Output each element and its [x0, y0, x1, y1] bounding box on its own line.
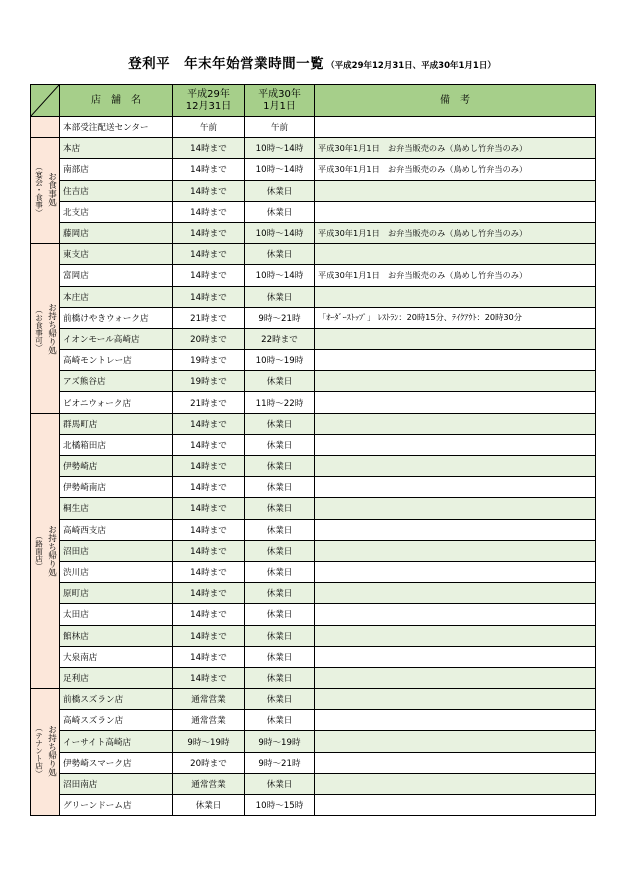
store-name: 高崎モントレー店 [60, 350, 173, 371]
note [315, 519, 596, 540]
note [315, 731, 596, 752]
store-name: 桐生店 [60, 498, 173, 519]
hours-dec31: 通常営業 [173, 710, 245, 731]
category-label-wrap [34, 303, 57, 355]
header-dec31-year: 平成29年 [187, 88, 230, 100]
note [315, 625, 596, 646]
hours-dec31: 14時まで [173, 244, 245, 265]
hours-dec31: 14時まで [173, 561, 245, 582]
hours-jan1: 休業日 [245, 561, 315, 582]
table-row [31, 328, 596, 349]
table-row [31, 413, 596, 434]
store-name: 大泉南店 [60, 646, 173, 667]
hours-dec31: 14時まで [173, 159, 245, 180]
hours-jan1: 休業日 [245, 201, 315, 222]
header-store: 店 舗 名 [60, 85, 173, 117]
store-name: 東支店 [60, 244, 173, 265]
table-row [31, 540, 596, 561]
header-row [31, 85, 596, 117]
hours-dec31: 14時まで [173, 138, 245, 159]
hours-dec31: 14時まで [173, 519, 245, 540]
table-row [31, 180, 596, 201]
note: 平成30年1月1日 お弁当販売のみ（鳥めし竹弁当のみ） [315, 138, 596, 159]
note [315, 646, 596, 667]
hours-jan1: 休業日 [245, 646, 315, 667]
store-name: 高崎スズラン店 [60, 710, 173, 731]
hours-jan1: 休業日 [245, 540, 315, 561]
hours-dec31: 14時まで [173, 456, 245, 477]
store-name: 高崎西支店 [60, 519, 173, 540]
hours-jan1: 22時まで [245, 328, 315, 349]
table-row [31, 392, 596, 413]
note [315, 413, 596, 434]
diagonal-line-icon [31, 85, 59, 116]
header-dec31-date: 12月31日 [185, 100, 232, 112]
store-name: 群馬町店 [60, 413, 173, 434]
note [315, 201, 596, 222]
hours-dec31: 19時まで [173, 371, 245, 392]
note [315, 434, 596, 455]
store-name: グリーンドーム店 [60, 795, 173, 816]
store-name: アズ熊谷店 [60, 371, 173, 392]
hours-jan1: 9時～19時 [245, 731, 315, 752]
hours-jan1: 10時～14時 [245, 265, 315, 286]
hours-jan1: 休業日 [245, 498, 315, 519]
hours-jan1: 休業日 [245, 773, 315, 794]
table-row [31, 773, 596, 794]
store-name: ビオニウォーク店 [60, 392, 173, 413]
note: 平成30年1月1日 お弁当販売のみ（鳥めし竹弁当のみ） [315, 159, 596, 180]
hours-jan1: 10時～14時 [245, 159, 315, 180]
header-jan1-year: 平成30年 [258, 88, 301, 100]
store-name: 住吉店 [60, 180, 173, 201]
table-row [31, 583, 596, 604]
hours-jan1: 休業日 [245, 244, 315, 265]
hours-jan1: 10時～19時 [245, 350, 315, 371]
store-name: 伊勢崎スマーク店 [60, 752, 173, 773]
note [315, 752, 596, 773]
hours-dec31: 休業日 [173, 795, 245, 816]
category-blank [31, 117, 60, 138]
hours-jan1: 休業日 [245, 519, 315, 540]
hours-jan1: 休業日 [245, 371, 315, 392]
table-row [31, 498, 596, 519]
hours-jan1: 休業日 [245, 456, 315, 477]
note [315, 456, 596, 477]
store-name: イオンモール高崎店 [60, 328, 173, 349]
hours-dec31: 14時まで [173, 286, 245, 307]
hours-dec31: 21時まで [173, 392, 245, 413]
table-row-hq [31, 117, 596, 138]
title-date-range: （平成29年12月31日、平成30年1月1日） [326, 61, 496, 71]
table-row [31, 795, 596, 816]
note [315, 371, 596, 392]
table-row [31, 561, 596, 582]
hours-jan1: 10時～14時 [245, 222, 315, 243]
store-name: 南部店 [60, 159, 173, 180]
hours-dec31: 14時まで [173, 180, 245, 201]
table-row [31, 350, 596, 371]
hours-jan1: 10時～15時 [245, 795, 315, 816]
hours-jan1: 11時～22時 [245, 392, 315, 413]
hours-dec31: 9時～19時 [173, 731, 245, 752]
hours-dec31: 14時まで [173, 667, 245, 688]
hours-dec31: 14時まで [173, 413, 245, 434]
table-row [31, 646, 596, 667]
table-row [31, 222, 596, 243]
table-row [31, 138, 596, 159]
hours-dec31: 14時まで [173, 201, 245, 222]
hours-jan1: 休業日 [245, 689, 315, 710]
note [315, 180, 596, 201]
hours-jan1: 休業日 [245, 604, 315, 625]
hours-dec31: 通常営業 [173, 689, 245, 710]
hours-jan1: 休業日 [245, 710, 315, 731]
store-name: 前橋スズラン店 [60, 689, 173, 710]
hours-jan1: 休業日 [245, 180, 315, 201]
store-name: 伊勢崎南店 [60, 477, 173, 498]
hours-jan1: 午前 [245, 117, 315, 138]
note [315, 392, 596, 413]
table-row [31, 434, 596, 455]
hours-jan1: 休業日 [245, 434, 315, 455]
hours-jan1: 休業日 [245, 583, 315, 604]
category-label [31, 138, 60, 244]
category-sub: （お食事可） [34, 305, 44, 352]
note: 「ｵｰﾀﾞｰｽﾄｯﾌﾟ」 ﾚｽﾄﾗﾝ：20時15分、ﾃｲｸｱｳﾄ：20時30分 [315, 307, 596, 328]
hours-dec31: 14時まで [173, 477, 245, 498]
category-sub: （テナント店） [34, 724, 44, 778]
header-jan1-date: 1月1日 [263, 100, 296, 112]
corner-cell [31, 85, 60, 117]
category-label [31, 689, 60, 816]
note [315, 350, 596, 371]
store-name: 本店 [60, 138, 173, 159]
table-row [31, 625, 596, 646]
table-row [31, 710, 596, 731]
store-name: 藤岡店 [60, 222, 173, 243]
store-name: 原町店 [60, 583, 173, 604]
hours-dec31: 14時まで [173, 540, 245, 561]
store-name: 富岡店 [60, 265, 173, 286]
note [315, 498, 596, 519]
table-row [31, 519, 596, 540]
note: 平成30年1月1日 お弁当販売のみ（鳥めし竹弁当のみ） [315, 222, 596, 243]
table-row [31, 689, 596, 710]
table-row [31, 371, 596, 392]
category-main: お持ち帰り処 [46, 724, 57, 777]
hours-dec31: 20時まで [173, 752, 245, 773]
category-sub: （宴会・食事） [34, 162, 44, 216]
note [315, 477, 596, 498]
header-dec31 [173, 85, 245, 117]
store-name: 沼田南店 [60, 773, 173, 794]
table-row [31, 201, 596, 222]
hours-dec31: 14時まで [173, 434, 245, 455]
category-main: お持ち帰り処 [46, 302, 57, 355]
header-jan1 [245, 85, 315, 117]
table-row [31, 667, 596, 688]
note [315, 244, 596, 265]
category-main: お食事処 [46, 171, 57, 207]
hours-dec31: 14時まで [173, 646, 245, 667]
hours-jan1: 9時～21時 [245, 752, 315, 773]
hours-jan1: 休業日 [245, 667, 315, 688]
note [315, 328, 596, 349]
hours-dec31: 21時まで [173, 307, 245, 328]
hours-dec31: 14時まで [173, 625, 245, 646]
hours-dec31: 14時まで [173, 498, 245, 519]
store-name: 館林店 [60, 625, 173, 646]
hours-dec31: 午前 [173, 117, 245, 138]
store-name: 北支店 [60, 201, 173, 222]
table-row [31, 477, 596, 498]
note [315, 710, 596, 731]
hours-jan1: 休業日 [245, 625, 315, 646]
store-name: 前橋けやきウォーク店 [60, 307, 173, 328]
note [315, 667, 596, 688]
note: 平成30年1月1日 お弁当販売のみ（鳥めし竹弁当のみ） [315, 265, 596, 286]
store-name: 太田店 [60, 604, 173, 625]
note [315, 561, 596, 582]
note [315, 583, 596, 604]
table-row [31, 456, 596, 477]
table-row [31, 265, 596, 286]
hours-jan1: 10時～14時 [245, 138, 315, 159]
store-name: 足利店 [60, 667, 173, 688]
table-row [31, 604, 596, 625]
hours-dec31: 14時まで [173, 583, 245, 604]
note [315, 773, 596, 794]
store-name: 北橘箱田店 [60, 434, 173, 455]
category-label-wrap [34, 724, 57, 777]
note [315, 286, 596, 307]
hours-jan1: 9時～21時 [245, 307, 315, 328]
hours-dec31: 20時まで [173, 328, 245, 349]
category-label-wrap [34, 525, 57, 577]
table-row [31, 752, 596, 773]
category-label [31, 244, 60, 414]
table-row [31, 286, 596, 307]
hours-dec31: 14時まで [173, 222, 245, 243]
note [315, 604, 596, 625]
note [315, 117, 596, 138]
hours-jan1: 休業日 [245, 413, 315, 434]
title-main: 登利平 年末年始営業時間一覧 [128, 56, 325, 72]
hours-table [30, 84, 596, 816]
hours-dec31: 14時まで [173, 604, 245, 625]
note [315, 540, 596, 561]
table-row [31, 731, 596, 752]
hours-dec31: 19時まで [173, 350, 245, 371]
store-name: 沼田店 [60, 540, 173, 561]
note [315, 795, 596, 816]
category-sub: （路面店） [34, 531, 44, 570]
header-note: 備 考 [315, 85, 596, 117]
hours-dec31: 通常営業 [173, 773, 245, 794]
table-row [31, 307, 596, 328]
store-name: イーサイト高崎店 [60, 731, 173, 752]
hours-dec31: 14時まで [173, 265, 245, 286]
store-name: 本部受注配送センター [60, 117, 173, 138]
table-row [31, 244, 596, 265]
document-title [0, 52, 624, 72]
hours-jan1: 休業日 [245, 286, 315, 307]
hours-jan1: 休業日 [245, 477, 315, 498]
category-label-wrap [34, 163, 57, 216]
store-name: 伊勢崎店 [60, 456, 173, 477]
category-main: お持ち帰り処 [46, 525, 57, 577]
category-label [31, 413, 60, 688]
store-name: 渋川店 [60, 561, 173, 582]
table-row [31, 159, 596, 180]
note [315, 689, 596, 710]
store-name: 本庄店 [60, 286, 173, 307]
